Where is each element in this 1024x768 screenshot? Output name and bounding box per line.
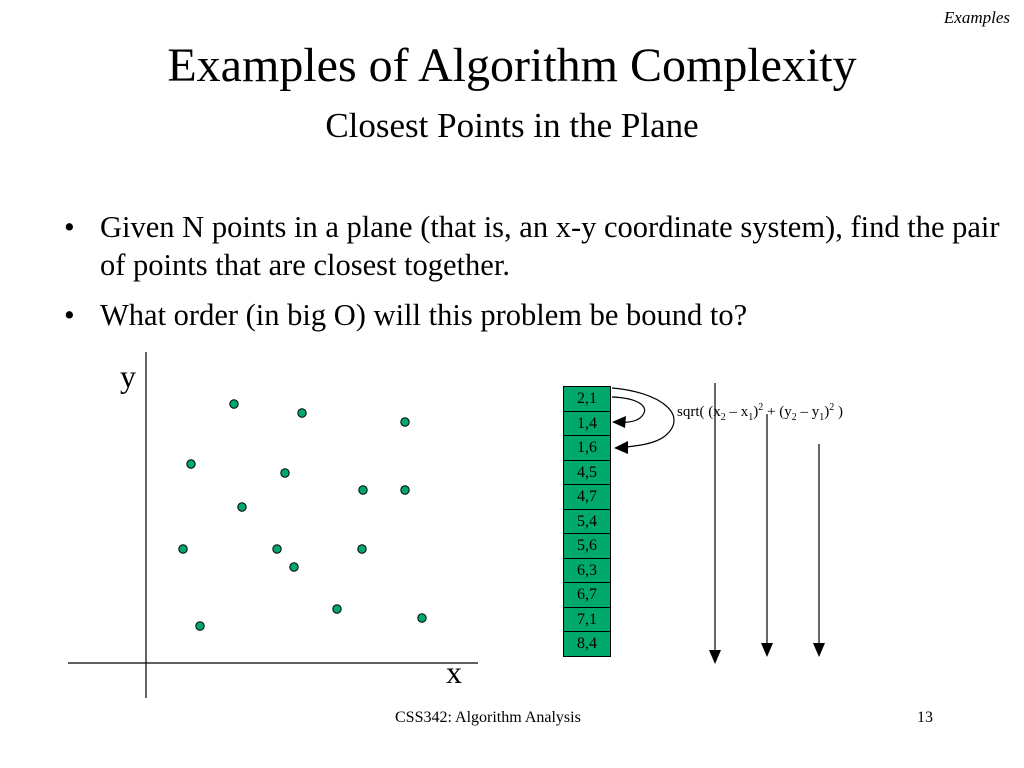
scatter-point xyxy=(401,486,409,494)
formula-superscript: 2 xyxy=(758,402,764,413)
bullet-item: • What order (in big O) will this problem be bound to? xyxy=(64,296,1004,334)
sorted-point-cell: 1,6 xyxy=(563,436,611,461)
formula-part: – x xyxy=(725,404,749,420)
scatter-points xyxy=(179,400,426,630)
scatter-point xyxy=(281,469,289,477)
footer-course: CSS342: Algorithm Analysis xyxy=(395,709,581,726)
formula-subscript: 1 xyxy=(748,412,754,423)
formula-part: ) xyxy=(824,404,830,420)
scatter-point xyxy=(196,622,204,630)
section-tag: Examples xyxy=(943,8,1010,27)
formula-part: sqrt( (x xyxy=(677,404,721,420)
formula-subscript: 2 xyxy=(791,412,797,423)
sorted-point-cell: 5,4 xyxy=(563,510,611,535)
distance-formula xyxy=(677,402,843,423)
sorted-point-cell: 4,7 xyxy=(563,485,611,510)
formula-subscript: 2 xyxy=(720,412,726,423)
scatter-point xyxy=(358,545,366,553)
compare-arrow-short xyxy=(612,397,645,422)
scatter-point xyxy=(238,503,246,511)
scatter-point xyxy=(298,409,306,417)
scan-arrowhead-1 xyxy=(709,650,721,664)
x-axis-label: x xyxy=(446,654,462,690)
scatter-point xyxy=(230,400,238,408)
sorted-point-cell: 2,1 xyxy=(563,386,611,412)
formula-part: ) xyxy=(753,404,759,420)
scatter-point xyxy=(359,486,367,494)
sorted-point-cell: 7,1 xyxy=(563,608,611,633)
scatter-point xyxy=(401,418,409,426)
sorted-points-list xyxy=(563,386,611,657)
compare-arrow-long xyxy=(612,388,674,448)
footer-page-number: 13 xyxy=(917,709,933,726)
scatter-point xyxy=(273,545,281,553)
sorted-point-cell: 5,6 xyxy=(563,534,611,559)
sorted-point-cell: 6,7 xyxy=(563,583,611,608)
scatter-point xyxy=(179,545,187,553)
formula-subscript: 1 xyxy=(819,412,825,423)
formula-part: + (y xyxy=(763,404,792,420)
formula-part: ) xyxy=(834,404,843,420)
slide-subtitle: Closest Points in the Plane xyxy=(325,106,699,145)
scatter-point xyxy=(418,614,426,622)
scatter-point xyxy=(187,460,195,468)
scan-arrowhead-3 xyxy=(813,643,825,657)
scatter-point xyxy=(333,605,341,613)
sorted-point-cell: 1,4 xyxy=(563,412,611,437)
sorted-point-cell: 6,3 xyxy=(563,559,611,584)
bullet-item: • Given N points in a plane (that is, an x-y coordinate system), find the pair of points that are closest together. xyxy=(64,208,1004,284)
slide-title: Examples of Algorithm Complexity xyxy=(167,39,857,92)
y-axis-label: y xyxy=(120,358,136,394)
sorted-point-cell: 4,5 xyxy=(563,461,611,486)
compare-arrowhead-long xyxy=(614,441,628,454)
compare-arrowhead-short xyxy=(612,416,626,428)
scatter-point xyxy=(290,563,298,571)
formula-part: – y xyxy=(796,404,820,420)
formula-superscript: 2 xyxy=(829,402,835,413)
scan-arrowhead-2 xyxy=(761,643,773,657)
sorted-point-cell: 8,4 xyxy=(563,632,611,657)
